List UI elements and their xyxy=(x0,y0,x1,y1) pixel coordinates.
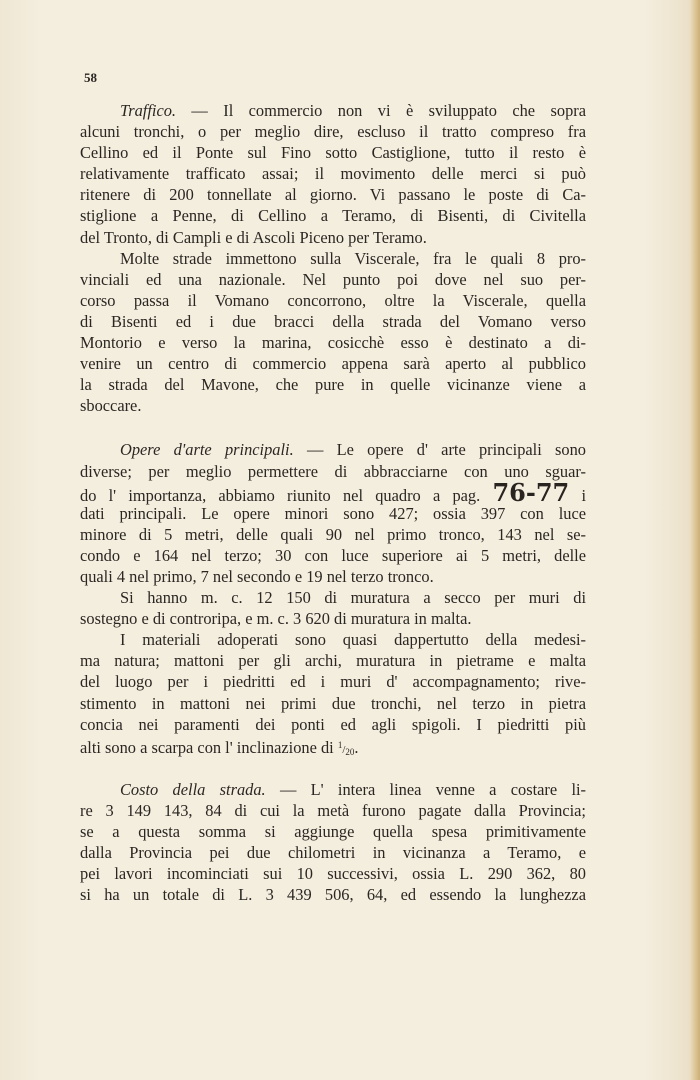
page-edge-shadow xyxy=(690,0,700,1080)
text-line: ritenere di 200 tonnellate al giorno. Vi passano le poste di Ca- xyxy=(80,185,586,205)
text-line: do l' importanza, abbiamo riunito nel quadro a pag. 76-77 i xyxy=(80,477,586,507)
text-line: venire un centro di commercio appena sarà aperto al pubblico xyxy=(80,354,586,374)
text-line: la strada del Mavone, che pure in quelle vicinanze viene a xyxy=(80,375,586,395)
text-line: re 3 149 143, 84 di cui la metà furono pagate dalla Provincia; xyxy=(80,800,586,820)
text-line: Molte strade immettono sulla Viscerale, fra le quali 8 pro- xyxy=(120,248,586,268)
text-line: alcuni tronchi, o per meglio dire, escluso il tratto compreso fra xyxy=(80,122,586,142)
text-line: sboccare. xyxy=(80,396,142,416)
text-line: sostegno e di controripa, e m. c. 3 620 di muratura in malta. xyxy=(80,609,472,629)
text-line: si ha un totale di L. 3 439 506, 64, ed essendo la lunghezza xyxy=(80,885,586,905)
text-line: condo e 164 nel terzo; 30 con luce superiore ai 5 metri, delle xyxy=(80,545,586,565)
page-number: 58 xyxy=(84,70,97,85)
text-line: Montorio e verso la marina, cosicchè esso è destinato a di- xyxy=(80,333,586,353)
text-line: quali 4 nel primo, 7 nel secondo e 19 nel terzo tronco. xyxy=(80,566,434,586)
text-line: minore di 5 metri, delle quali 90 nel primo tronco, 143 nel se- xyxy=(80,524,586,544)
section-opere-arte xyxy=(80,439,586,755)
text-line: se a questa somma si aggiunge quella spesa primitivamente xyxy=(80,822,586,841)
text-line: stimento in mattoni nei primi due tronchi, nel terzo in pietra xyxy=(80,693,586,713)
text-line: Traffico. — Il commercio non vi è sviluppato che sopra xyxy=(120,101,586,120)
text-line: ma natura; mattoni per gli archi, muratura in pietrame e malta xyxy=(80,651,586,671)
text-line: dalla Provincia pei due chilometri in vicinanza a Teramo, e xyxy=(80,843,586,863)
text-line: vinciali ed una nazionale. Nel punto poi dove nel suo per- xyxy=(80,269,586,289)
fraction: $^1/_{20}$ xyxy=(337,739,355,757)
text-line: pei lavori incominciati sui 10 successivi, ossia L. 290 362, 80 xyxy=(80,864,586,884)
text-line: I materiali adoperati sono quasi dappertutto della medesi- xyxy=(120,630,586,650)
section-costo-strada xyxy=(80,779,586,906)
body-text xyxy=(80,100,586,905)
text-line: del luogo per i piedritti ed i muri d' accompagnamento; rive- xyxy=(80,672,586,692)
text-line: Costo della strada. — L' intera linea venne a costare li- xyxy=(120,779,587,799)
text-line: stiglione a Penne, di Cellino a Teramo, di Bisenti, di Civitella xyxy=(80,206,586,226)
section-traffico xyxy=(80,100,586,416)
text-line: relativamente trafficato assai; il movimento delle merci si può xyxy=(80,164,586,184)
text-line: diverse; per meglio permettere di abbracciarne con uno sguar- xyxy=(80,461,586,481)
text-line: di Bisenti ed i due bracci della strada del Vomano verso xyxy=(80,311,586,331)
text-line: Si hanno m. c. 12 150 di muratura a secco per muri di xyxy=(120,588,586,608)
text-line: Cellino ed il Ponte sul Fino sotto Castiglione, tutto il resto è xyxy=(80,143,586,163)
text-line: Opere d'arte principali. — Le opere d' arte principali sono xyxy=(120,440,586,460)
section-heading: Traffico. xyxy=(120,101,177,120)
text-line: del Tronto, di Campli e di Ascoli Piceno per Teramo. xyxy=(80,227,427,247)
section-heading: Costo della strada. xyxy=(120,779,266,799)
text-line: corso passa il Vomano concorrono, oltre la Viscerale, quella xyxy=(80,290,586,310)
text-line: dati principali. Le opere minori sono 427; ossia 397 con luce xyxy=(80,503,586,523)
text-line: alti sono a scarpa con l' inclinazione di $^1/_{20}$. xyxy=(80,737,359,757)
page-ref-handwritten: 76-77 xyxy=(492,477,570,507)
section-heading: Opere d'arte principali. xyxy=(120,440,294,460)
text-line: concia nei paramenti dei ponti ed agli spigoli. I piedritti più xyxy=(80,714,586,734)
